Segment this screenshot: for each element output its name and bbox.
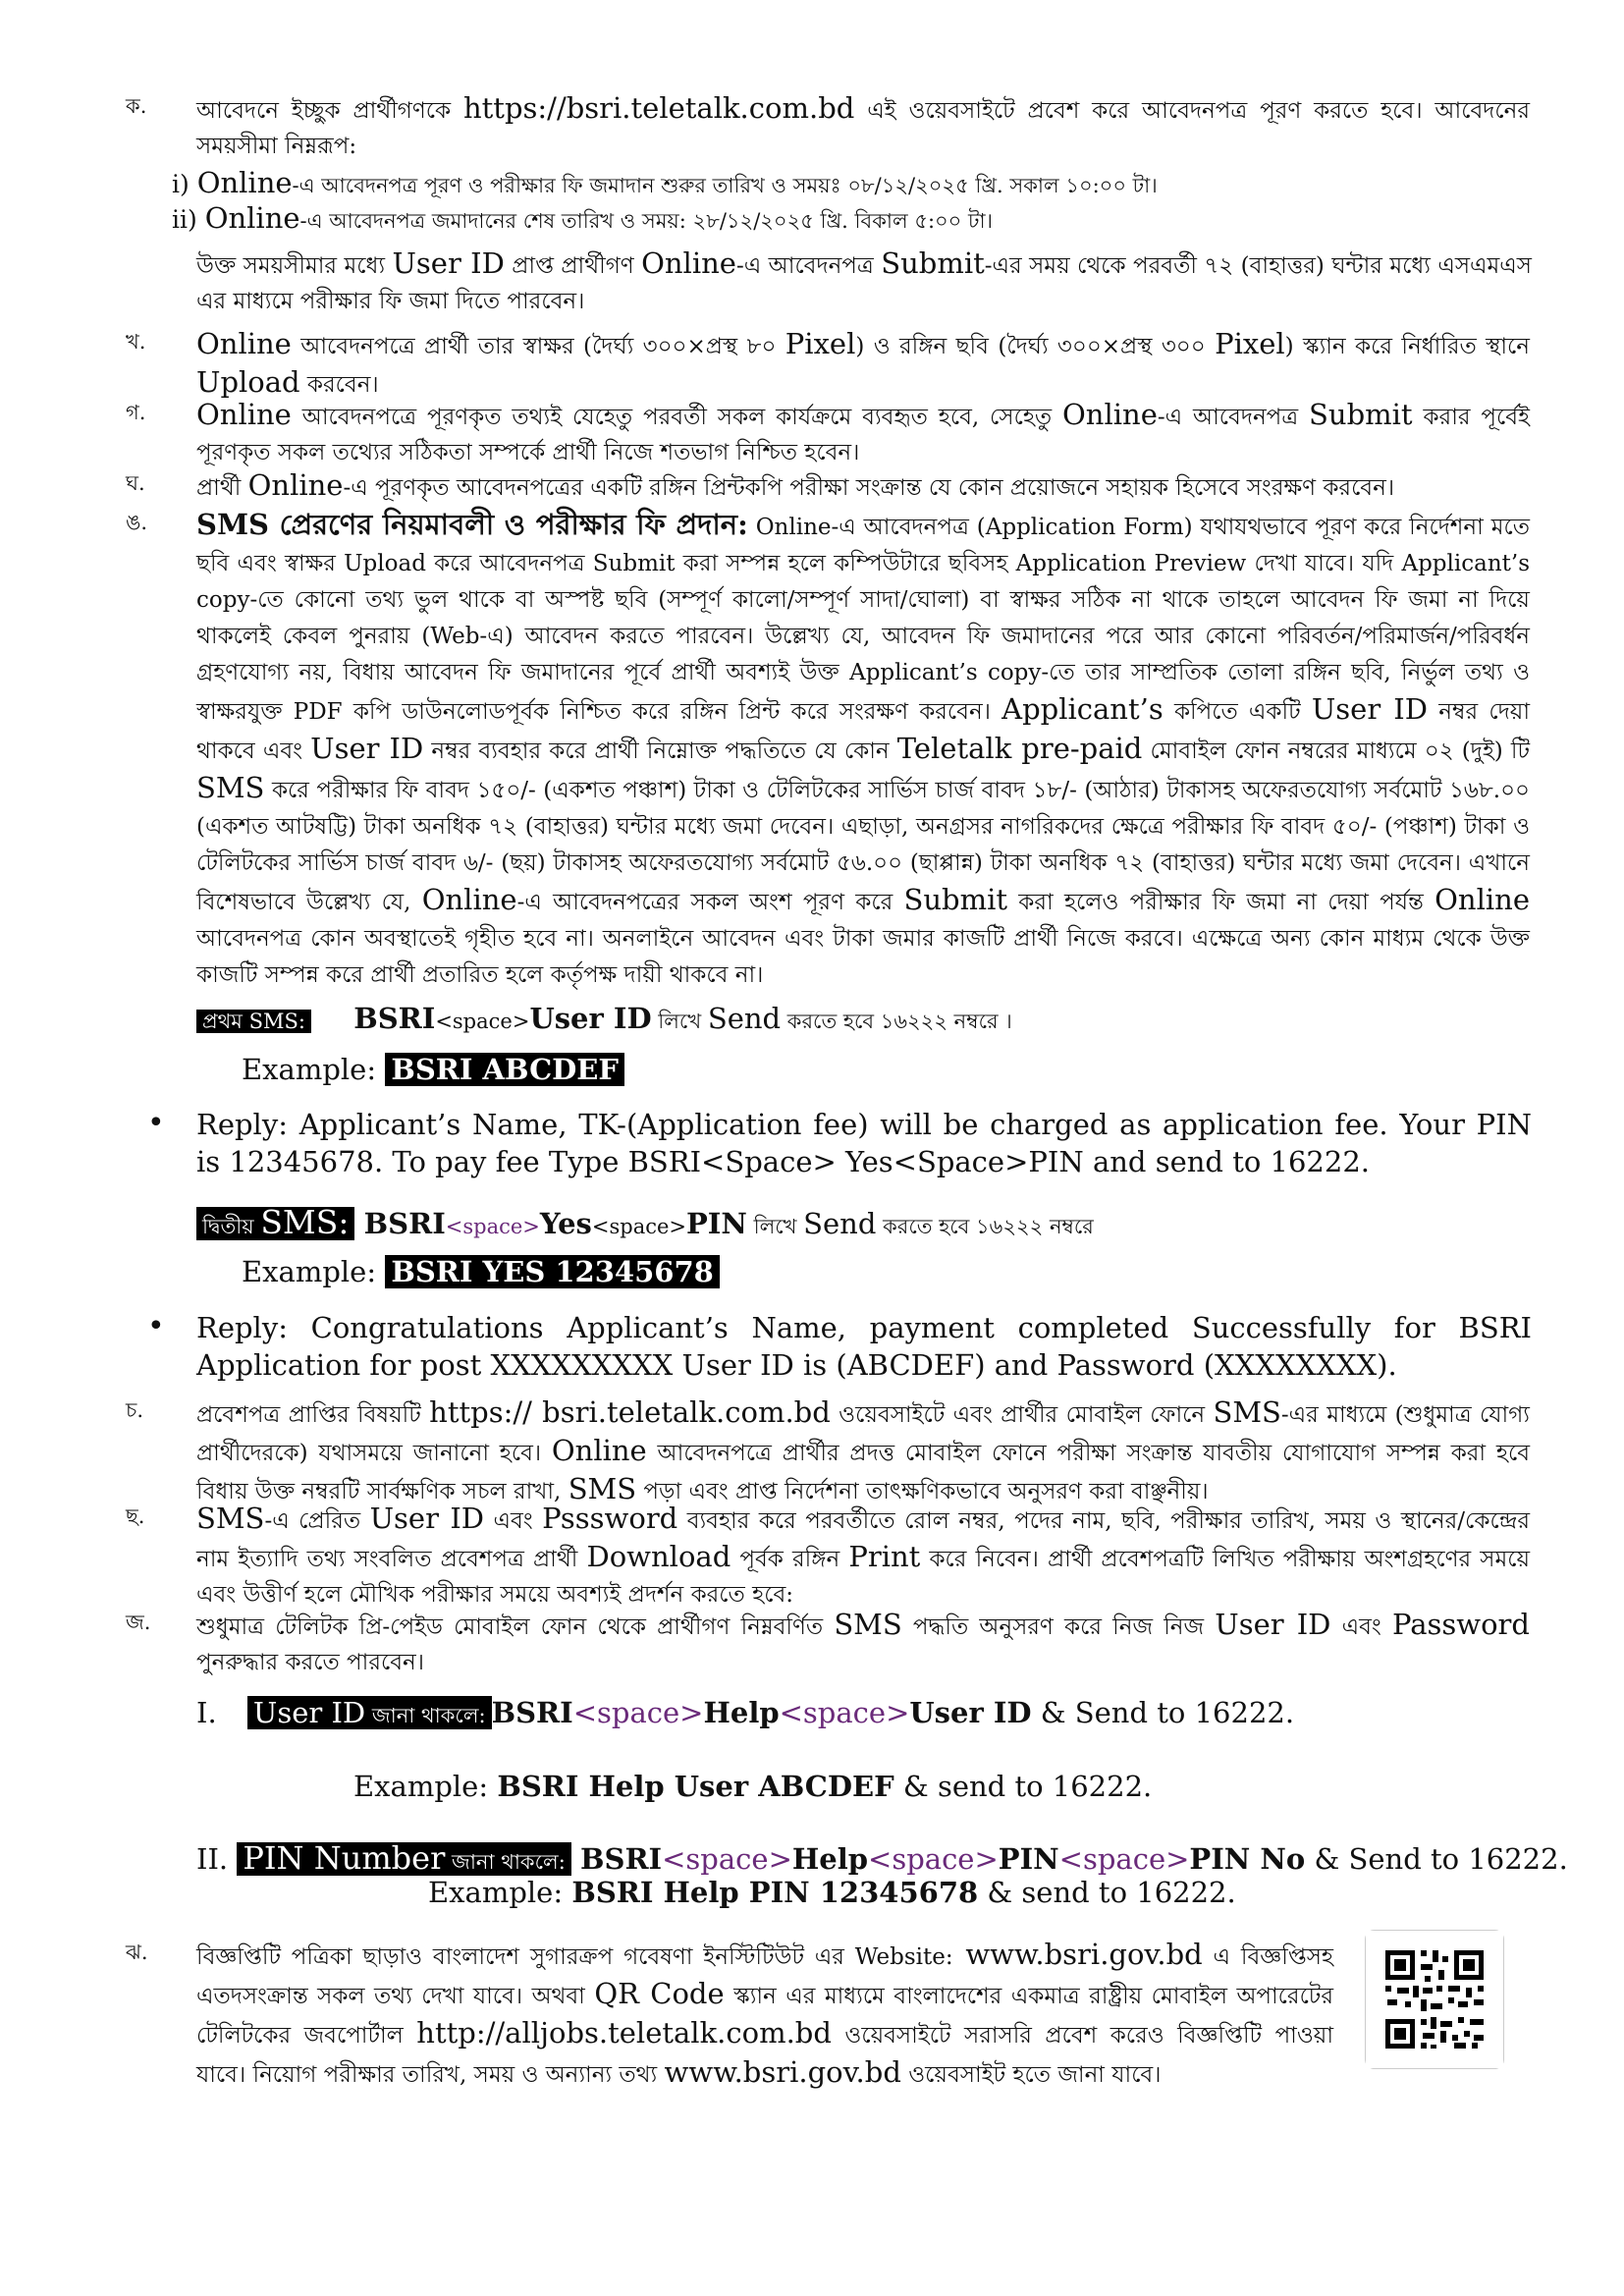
item-kha: খ. Online আবেদনপত্রে প্রার্থী তার স্বাক্ষর (দৈর্ঘ্য ৩০০×প্রস্থ ৮০ Pixel) ও রঙ্গিন ছবি (দৈর্ঘ্য ৩০০×প্রস্থ ৩০০ Pixel) স্ক্যান করে নির্ধারিত স্থানে Upload করবেন।	[126, 327, 1530, 399]
help-pin: II. PIN Number জানা থাকলে: BSRI<space>Help<space>PIN<space>PIN No & Send to 16222.	[196, 1839, 1568, 1877]
qr-code-icon	[1365, 1930, 1504, 2069]
second-sms-tag: দ্বিতীয় SMS:	[196, 1207, 354, 1240]
second-sms: দ্বিতীয় SMS: BSRI<space>Yes<space>PIN লিখে Send করতে হবে ১৬২২২ নম্বরে	[196, 1203, 1094, 1245]
item-ja: জ. শুধুমাত্র টেলিটক প্রি-পেইড মোবাইল ফোন থেকে প্রার্থীগণ নিম্নবর্ণিত SMS পদ্ধতি অনুসরণ করে নিজ নিজ User ID এবং Password পুনরুদ্ধার করতে পারবেন।	[126, 1608, 1530, 1675]
reply-1: • Reply: Applicant’s Name, TK-(Application fee) will be charged as application fee. Your PIN is 12345678. To pay fee Type BSRI<Space> Yes<Space>PIN and send to 16222.	[147, 1106, 1532, 1178]
help-pin-example: Example: BSRI Help PIN 12345678 & send to 16222.	[428, 1876, 1236, 1909]
item-chha: ছ. SMS-এ প্রেরিত User ID এবং Psssword ব্যবহার করে পরবর্তীতে রোল নম্বর, পদের নাম, ছবি, পরীক্ষার তারিখ, সময় ও স্থানের/কেন্দ্রের নাম ইত্যাদি তথ্য সংবলিত প্রবেশপত্র প্রার্থী Download পূর্বক রঙ্গিন Print করে নিবেন। প্রার্থী প্রবেশপত্রটি লিখিত পরীক্ষায় অংশগ্রহণের সময়ে এবং উত্তীর্ণ হলে মৌখিক পরীক্ষার সময়ে অবশ্যই প্রদর্শন করতে হবে:	[126, 1502, 1531, 1608]
item-jha: ঝ. বিজ্ঞপ্তিটি পত্রিকা ছাড়াও বাংলাদেশ সুগারক্রপ গবেষণা ইনস্টিটিউট এর Website: www.bsri.gov.bd এ বিজ্ঞপ্তিসহ এতদসংক্রান্ত সকল তথ্য দেখা যাবে। অথবা QR Code স্ক্যান এর মাধ্যমে বাংলাদেশের একমাত্র রাষ্ট্রীয় মোবাইল অপারেটের টেলিটকের জবপোর্টাল http://alljobs.teletalk.com.bd ওয়েবসাইটে সরাসরি প্রবেশ করেও বিজ্ঞপ্তিটি পাওয়া যাবে। নিয়োগ পরীক্ষার তারিখ, সময় ও অন্যান্য তথ্য www.bsri.gov.bd ওয়েবসাইট হতে জানা যাবে।	[126, 1938, 1334, 2089]
first-sms: প্রথম SMS: BSRI<space>User ID লিখে Send করতে হবে ১৬২২২ নম্বরে ।	[196, 1002, 1012, 1040]
ka-paragraph: উক্ত সময়সীমার মধ্যে User ID প্রাপ্ত প্রার্থীগণ Online-এ আবেদনপত্র Submit-এর সময় থেকে পরবর্তী ৭২ (বাহাত্তর) ঘন্টার মধ্যে এসএমএস এর মাধ্যমে পরীক্ষার ফি জমা দিতে পারবেন।	[196, 246, 1532, 314]
sms-rules-heading: SMS প্রেরণের নিয়মাবলী ও পরীক্ষার ফি প্রদান:	[196, 508, 748, 541]
pin-known-tag: PIN Number জানা থাকলে:	[237, 1842, 570, 1876]
item-label: ক.	[126, 94, 147, 118]
first-sms-example: Example: BSRI ABCDEF	[242, 1053, 624, 1086]
deadline-end: ii) Online-এ আবেদনপত্র জমাদানের শেষ তারিখ ও সময়: ২৮/১২/২০২৫ খ্রি. বিকাল ৫:০০ টা।	[172, 201, 994, 235]
qr-code-graphic	[1366, 1931, 1503, 2068]
item-cha: চ. প্রবেশপত্র প্রাপ্তির বিষয়টি https:// bsri.teletalk.com.bd ওয়েবসাইটে এবং প্রার্থীর মোবাইল ফোনে SMS-এর মাধ্যমে (শুধুমাত্র যোগ্য প্রার্থীদেরকে) যথাসময়ে জানানো হবে। Online আবেদনপত্রে প্রার্থীর প্রদত্ত মোবাইল ফোনে পরীক্ষা সংক্রান্ত যাবতীয় যোগাযোগ সম্পন্ন করা হবে বিধায় উক্ত নম্বরটি সার্বক্ষণিক সচল রাখা, SMS পড়া এবং প্রাপ্ত নির্দেশনা তাৎক্ষণিকভাবে অনুসরণ করা বাঞ্ছনীয়।	[126, 1395, 1530, 1505]
reply-2: • Reply: Congratulations Applicant’s Name, payment completed Successfully for BSRI Application for post XXXXXXXXX User ID is (ABCDEF) and Password (XXXXXXXX).	[147, 1309, 1532, 1382]
item-ka: ক. আবেদনে ইচ্ছুক প্রার্থীগণকে https://bsri.teletalk.com.bd এই ওয়েবসাইটে প্রবেশ করে আবেদনপত্র পূরণ করতে হবে। আবেদনের সময়সীমা নিম্নরূপ:	[126, 91, 1531, 159]
first-sms-tag: প্রথম SMS:	[196, 1010, 311, 1033]
help-userid-example: Example: BSRI Help User ABCDEF & send to 16222.	[353, 1770, 1153, 1803]
help-userid: I. User ID জানা থাকলে: BSRI<space>Help<space>User ID & Send to 16222.	[196, 1696, 1295, 1729]
url-link[interactable]: https://bsri.teletalk.com.bd	[462, 91, 855, 125]
item-ga: গ. Online আবেদনপত্রে পূরণকৃত তথ্যই যেহেতু পরবর্তী সকল কার্যক্রমে ব্যবহৃত হবে, সেহেতু Online-এ আবেদনপত্র Submit করার পূর্বেই পূরণকৃত সকল তথ্যের সঠিকতা সম্পর্কে প্রার্থী নিজে শতভাগ নিশ্চিত হবেন।	[126, 398, 1530, 465]
userid-known-tag: User ID জানা থাকলে:	[247, 1696, 492, 1729]
item-umo: ঙ. SMS প্রেরণের নিয়মাবলী ও পরীক্ষার ফি প্রদান: Online-এ আবেদনপত্র (Application Form) যথাযথভাবে পূরণ করে নির্দেশনা মতে ছবি এবং স্বাক্ষর Upload করে আবেদনপত্র Submit করা সম্পন্ন হলে কম্পিউটারে ছবিসহ Application Preview দেখা যাবে। যদি Applicant’s copy-তে কোনো তথ্য ভুল থাকে বা অস্পষ্ট ছবি (সম্পূর্ণ কালো/সম্পূর্ণ সাদা/ঘোলা) বা স্বাক্ষর সঠিক না থাকে তাহলে আবেদন ফি জমা না দিয়ে থাকলেই কেবল পুনরায় (Web-এ) আবেদন করতে পারবেন। উল্লেখ্য যে, আবেদন ফি জমাদানের পরে আর কোনো পরিবর্তন/পরিমার্জন/পরিবর্ধন গ্রহণযোগ্য নয়, বিধায় আবেদন ফি জমাদানের পূর্বে প্রার্থী অবশ্যই উক্ত Applicant’s copy-তে তার সাম্প্রতিক তোলা রঙ্গিন ছবি, নির্ভুল তথ্য ও স্বাক্ষরযুক্ত PDF কপি ডাউনলোডপূর্বক নিশ্চিত করে রঙ্গিন প্রিন্ট করে সংরক্ষণ করবেন। Applicant’s কপিতে একটি User ID নম্বর দেয়া থাকবে এবং User ID নম্বর ব্যবহার করে প্রার্থী নিম্নোক্ত পদ্ধতিতে যে কোন Teletalk pre-paid মোবাইল ফোন নম্বরের মাধ্যমে ০২ (দুই) টি SMS করে পরীক্ষার ফি বাবদ ১৫০/- (একশত পঞ্চাশ) টাকা ও টেলিটকের সার্ভিস চার্জ বাবদ ১৮/- (আঠার) টাকাসহ অফেরতযোগ্য সর্বমোট ১৬৮.০০ (একশত আটষট্টি) টাকা অনধিক ৭২ (বাহাত্তর) ঘন্টার মধ্যে জমা দেবেন। এছাড়া, অনগ্রসর নাগরিকদের ক্ষেত্রে পরীক্ষার ফি বাবদ ৫০/- (পঞ্চাশ) টাকা ও টেলিটকের সার্ভিস চার্জ বাবদ ৬/- (ছয়) টাকাসহ অফেরতযোগ্য সর্বমোট ৫৬.০০ (ছাপ্পান্ন) টাকা অনধিক ৭২ (বাহাত্তর) ঘন্টার মধ্যে জমা দেবেন। এখানে বিশেষভাবে উল্লেখ্য যে, Online-এ আবেদনপত্রের সকল অংশ পূরণ করে Submit করা হলেও পরীক্ষার ফি জমা না দেয়া পর্যন্ত Online আবেদনপত্র কোন অবস্থাতেই গৃহীত হবে না। অনলাইনে আবেদন এবং টাকা জমার কাজটি প্রার্থী নিজে করবে। এক্ষেত্রে অন্য কোন মাধ্যম থেকে উক্ত কাজটি সম্পন্ন করে প্রার্থী প্রতারিত হলে কর্তৃপক্ষ দায়ী থাকবে না।	[126, 508, 1530, 988]
second-sms-example: Example: BSRI YES 12345678	[242, 1255, 720, 1288]
item-gha: ঘ. প্রার্থী Online-এ পূরণকৃত আবেদনপত্রের একটি রঙ্গিন প্রিন্টকপি পরীক্ষা সংক্রান্ত যে কোন প্রয়োজনে সহায়ক হিসেবে সংরক্ষণ করবেন।	[126, 468, 1395, 502]
deadline-start: i) Online-এ আবেদনপত্র পূরণ ও পরীক্ষার ফি জমাদান শুরুর তারিখ ও সময়ঃ ০৮/১২/২০২৫ খ্রি. সকাল ১০:০০ টা।	[172, 166, 1158, 199]
